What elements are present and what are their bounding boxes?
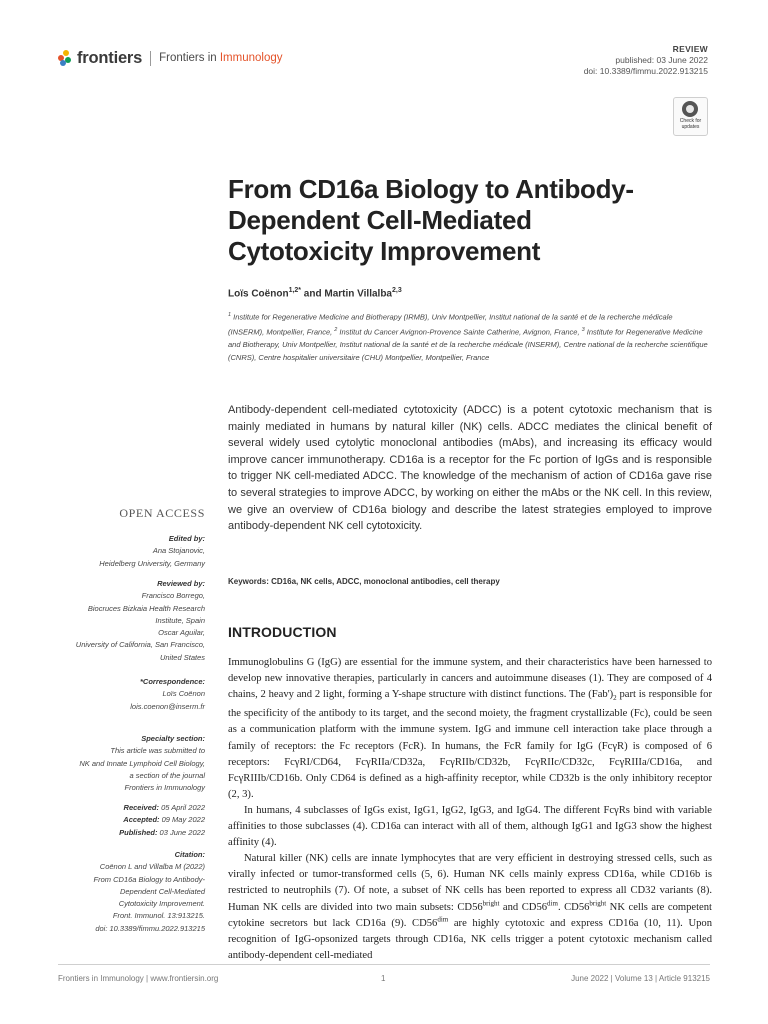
author-name[interactable]: Loïs Coënon [228, 288, 289, 300]
reviewer-line: University of California, San Francisco, [75, 640, 205, 650]
published-date: published: 03 June 2022 [615, 55, 708, 65]
reviewed-by: Reviewed by: Francisco Borrego, Biocruces Bizkaia Health Research Institute, Spain Oscar Aguilar, University of California, San Francisco, United States [35, 578, 205, 664]
journal-name: Frontiers in Immunology [159, 52, 283, 64]
reviewer-line[interactable]: Francisco Borrego, [141, 591, 205, 601]
body-text [228, 655, 712, 964]
journal-logo[interactable] [58, 47, 283, 69]
article-title: From CD16a Biology to Antibody- Dependent Cell-Mediated Cytotoxicity Improvement [228, 174, 634, 266]
correspondence: *Correspondence: Loïs Coënon lois.coenon@inserm.fr [35, 676, 205, 713]
abstract: Antibody-dependent cell-mediated cytotoxicity (ADCC) is a potent cytotoxic mechanism that is mainly mediated in humans by natural killer (NK) cells. ADCC mediates the clinical benefit of several widely used cytolytic monoclonal antibodies (mAbs), and increasing its efficacy would improve cancer immunotherapy. CD16a is a receptor for the Fc portion of IgGs and is responsible to trigger NK cell-mediated ADCC. The knowledge of the mechanism of action of CD16a gave rise to several strategies to improve ADCC, by working on either the mAbs or the NK cell. In this review, we give an overview of CD16a biology and describe the latest strategies employed to improve antibody-dependent NK cell cytotoxicity. [228, 404, 712, 533]
check-updates-icon [682, 101, 698, 117]
reviewer-line[interactable]: Oscar Aguilar, [158, 628, 205, 638]
citation-doi[interactable]: doi: 10.3389/fimmu.2022.913215 [95, 923, 205, 933]
check-for-updates-badge[interactable] [673, 97, 708, 136]
paragraph: Immunoglobulins G (IgG) are essential for the immune system, and their characteristics have been harnessed to develop new innovative therapies, particularly in cancers and autoimmune diseases (1). They are composed of 4 chains, 2 heavy and 2 light, forming a Y-shape structure with distinct functions. The $(Fab')_2$ part is responsible for the specificity of the antibody to its target, and the second moiety, the fragment crystallizable (Fc), could be seen as a communication platform with the immune system. IgG and immune cell interaction take place through a family of receptors: the Fc receptors (FcR). In humans, the FcR family for IgG (FcγR) is composed of 6 receptors: FcγRI/CD64, FcγRIIa/CD32a, FcγRIIb/CD32b, FcγRIIc/CD32c, FcγRIIIa/CD16a, and FcγRIIIb/CD16b. Only CD64 is defined as a high-affinity receptor, while CD32b is the only inhibitory receptor (2, 3). [228, 657, 713, 800]
article-doi[interactable]: doi: 10.3389/fimmu.2022.913215 [583, 66, 708, 76]
check-updates-label: Check for updates [679, 118, 702, 130]
keywords: Keywords: CD16a, NK cells, ADCC, monoclonal antibodies, cell therapy [228, 577, 500, 586]
article-meta [584, 44, 708, 77]
paragraph: Natural killer (NK) cells are innate lymphocytes that are very efficient in destroying stressed cells, such as virally infected or tumor-transformed cells (5, 6). Human NK cells mainly express CD16a, while CD16b is restricted to neutrophils (7). Of note, a subset of NK cells has been reported to express all CD32 variants (8). Human NK cells are divided into two main subsets: $CD56^{bright}$ and $CD56^{dim}$. $CD56^{bright}$ NK cells are competent cytokine secretors but lack CD16a (9). $CD56^{dim}$ are highly cytotoxic and express CD16a (10, 11). Upon recognition of IgG-opsonized targets through CD16a, NK cells trigger a potent cytotoxic mechanism called antibody-dependent cell-mediated [228, 853, 712, 961]
footer-divider [58, 964, 710, 965]
section-heading: INTRODUCTION [228, 624, 337, 640]
received-date: 05 April 2022 [158, 803, 205, 812]
footer-journal[interactable]: Frontiers in Immunology | www.frontiersin.org [58, 974, 219, 983]
reviewer-line: Biocruces Bizkaia Health Research [87, 603, 205, 613]
reviewer-line: Institute, Spain [155, 615, 205, 625]
editor-name[interactable]: Ana Stojanovic, [152, 546, 205, 556]
citation: Citation: Coënon L and Villalba M (2022) From CD16a Biology to Antibody- Dependent Cell-Mediated Cytotoxicity Improvement. Front. Immunol. 13:913215. doi: 10.3389/fimmu.2022.913215 [35, 849, 205, 935]
frontiers-logo-icon [58, 50, 72, 66]
paragraph: In humans, 4 subclasses of IgGs exist, IgG1, IgG2, IgG3, and IgG4. The different FcγRs bind with variable affinities to those subclasses (4). CD16a can interact with all of them, although IgG1 and IgG3 show the highest affinity (4). [228, 804, 712, 849]
author-name[interactable]: Martin Villalba [324, 288, 392, 300]
brand-name: frontiers [77, 48, 143, 67]
affiliations: $^1$ Institute for Regenerative Medicine and Biotherapy (IRMB), Univ Montpellier, Institut national de la santé et de la recherche médicale (INSERM), Montpellier, France, $^2$ Institut du Cancer Avignon-Provence Sainte Catherine, Avignon, France, $^3$ Institute for Regenerative Medicine and Biotherapy, Univ Montpellier, Institut national de la santé et de la recherche médicale (INSERM), Centre national de la recherche scientifique (CNRS), Centre hospitalier universitaire (CHU) Montpellier, Montpellier, France [228, 312, 708, 362]
author-list: Loïs Coënon$^{1,2*}$ and Martin Villalba$^{2,3}$ [228, 287, 402, 300]
specialty-section: Specialty section: This article was submitted to NK and Innate Lymphoid Cell Biology, a section of the journal Frontiers in Immunology [79, 734, 205, 793]
published-date-side: 03 June 2022 [157, 827, 205, 837]
correspondence-email[interactable]: lois.coenon@inserm.fr [130, 701, 205, 711]
open-access-label: OPEN ACCESS [119, 506, 205, 520]
edited-by: Edited by: Ana Stojanovic, Heidelberg University, Germany [35, 533, 205, 570]
dates: Received: 05 April 2022 Accepted: 09 May 2022 Published: 03 June 2022 [119, 803, 205, 837]
page-number: 1 [381, 974, 386, 983]
article-type: REVIEW [672, 44, 708, 54]
reviewer-line: United States [159, 652, 205, 662]
accepted-date: 09 May 2022 [159, 815, 205, 825]
correspondence-name[interactable]: Loïs Coënon [162, 689, 205, 699]
footer-volume: June 2022 | Volume 13 | Article 913215 [571, 974, 710, 983]
logo-divider [150, 51, 151, 66]
